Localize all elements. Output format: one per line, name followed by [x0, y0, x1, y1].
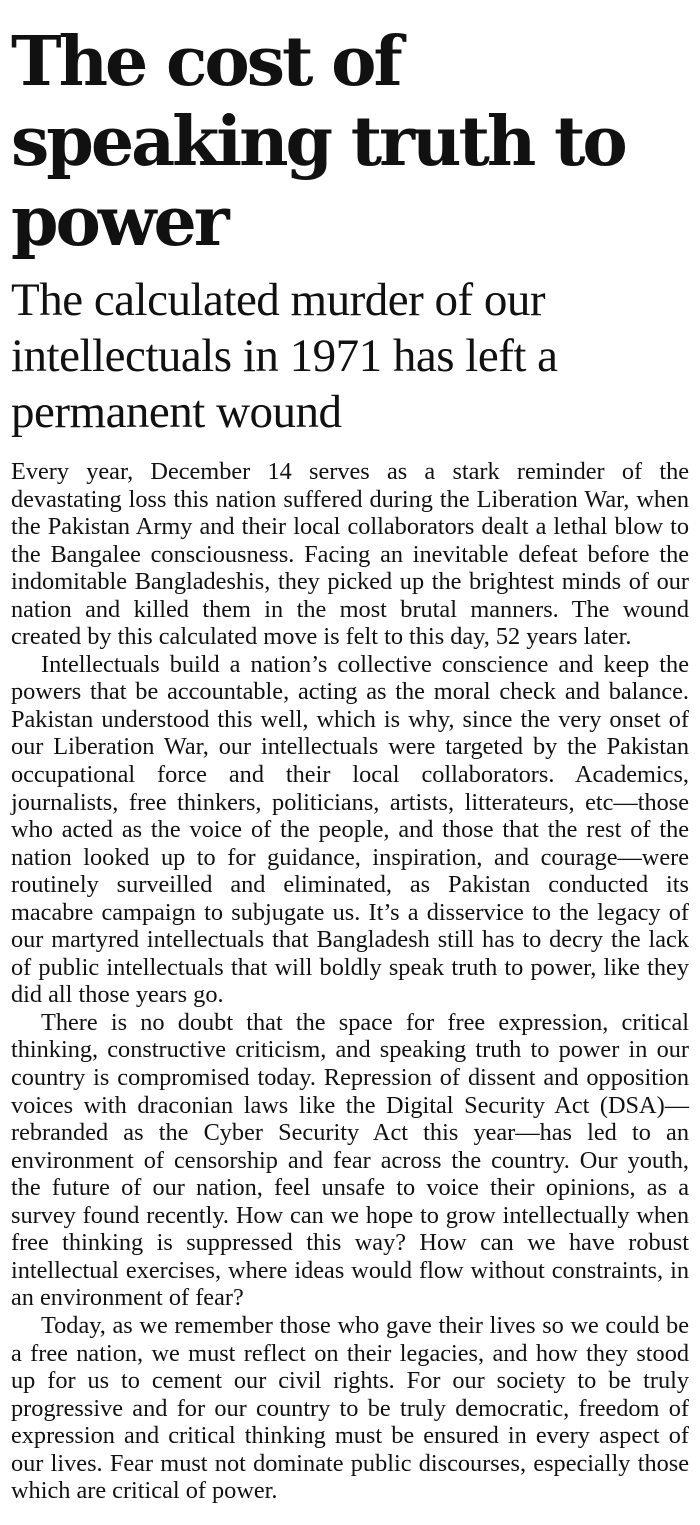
paragraph-4: Today, as we remember those who gave their lives so we could be a free nation, we must reflect on their legacies, and how they stood up for us to cement our civil rights. For our society to be truly progressive and for our country to be truly democratic, freedom of expression and critical thinking must be ensured in every aspect of our lives. Fear must not dominate public discourses, especially those which are critical of power.	[11, 1311, 689, 1505]
paragraph-2: Intellectuals build a nation’s collective conscience and keep the powers that be accountable, acting as the moral check and balance. Pakistan understood this well, which is why, since the very onset of our Liberation War, our intellectuals were targeted by the Pakistan occupational force and their local collaborators. Academics, journalists, free thinkers, politicians, artists, litterateurs, etc—those who acted as the voice of the people, and those that the rest of the nation looked up to for guidance, inspiration, and courage—were routinely surveilled and eliminated, as Pakistan conducted its macabre campaign to subjugate us. It’s a disservice to the legacy of our martyred intellectuals that Bangladesh still has to decry the lack of public intellectuals that will boldly speak truth to power, like they did all those years go.	[11, 650, 689, 1009]
paragraph-3: There is no doubt that the space for free expression, critical thinking, constructive criticism, and speaking truth to power in our country is compromised today. Repression of dissent and opposition voices with draconian laws like the Digital Security Act (DSA)—rebranded as the Cyber Security Act this year—has led to an environment of censorship and fear across the country. Our youth, the future of our nation, feel unsafe to voice their opinions, as a survey found recently. How can we hope to grow intellectually when free thinking is suppressed this way? How can we have robust intellectual exercises, where ideas would flow without constraints, in an environment of fear?	[11, 1008, 689, 1312]
article-body	[11, 458, 689, 1505]
headline: The cost of speaking truth to power	[11, 22, 625, 262]
paragraph-1: Every year, December 14 serves as a stark reminder of the devastating loss this nation suffered during the Liberation War, when the Pakistan Army and their local collaborators dealt a lethal blow to the Bangalee consciousness. Facing an inevitable defeat before the indomitable Bangladeshis, they picked up the brightest minds of our nation and killed them in the most brutal manners. The wound created by this calculated move is felt to this day, 52 years later.	[11, 458, 689, 651]
subheadline: The calculated murder of our intellectuals in 1971 has left a permanent wound	[11, 274, 558, 438]
